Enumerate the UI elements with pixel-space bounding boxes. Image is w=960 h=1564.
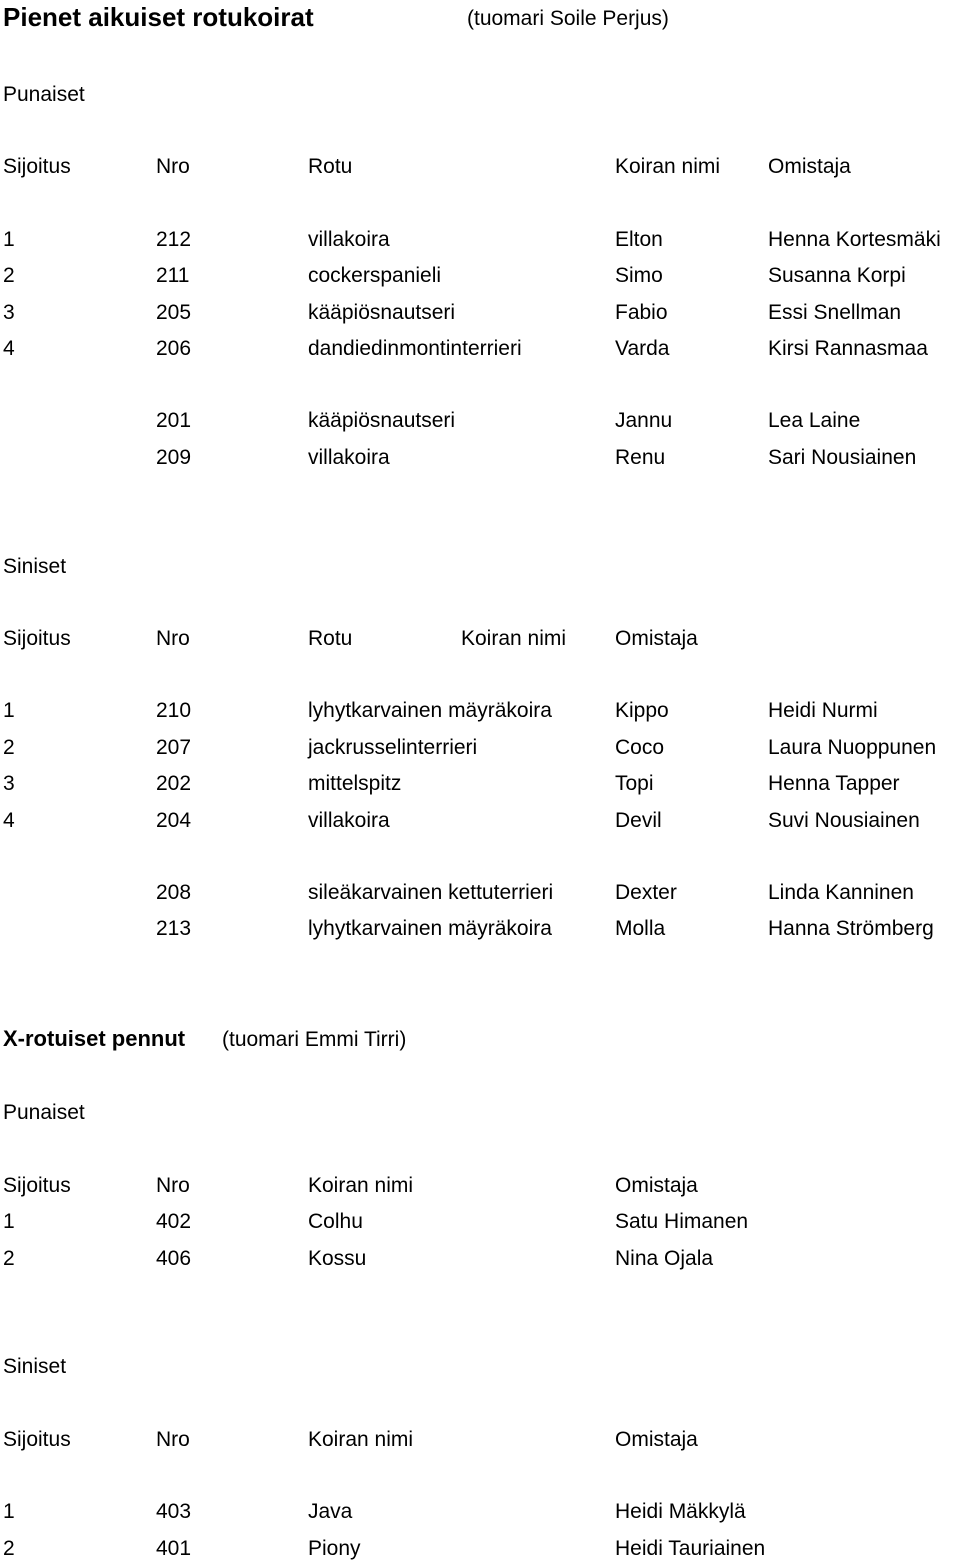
cell-number: 211 [156, 264, 190, 287]
cell-dog-name: Molla [615, 917, 666, 940]
cell-placement: 2 [3, 264, 15, 287]
section-title: Pienet aikuiset rotukoirat [3, 2, 314, 32]
group-label-red: Punaiset [3, 1101, 85, 1124]
cell-owner: Heidi Tauriainen [615, 1537, 766, 1560]
cell-number: 207 [156, 736, 192, 759]
cell-breed: villakoira [308, 809, 390, 832]
cell-dog-name: Colhu [308, 1210, 363, 1233]
cell-placement: 1 [3, 699, 15, 722]
cell-number: 206 [156, 337, 192, 360]
cell-breed: villakoira [308, 228, 390, 251]
cell-placement: 2 [3, 736, 15, 759]
header-placement: Sijoitus [3, 627, 71, 650]
cell-dog-name: Elton [615, 228, 663, 251]
header-owner: Omistaja [615, 1428, 698, 1451]
group-label-red: Punaiset [3, 83, 85, 106]
cell-owner: Satu Himanen [615, 1210, 749, 1233]
header-number: Nro [156, 1174, 190, 1197]
header-dog-name: Koiran nimi [308, 1428, 414, 1451]
cell-dog-name: Dexter [615, 881, 677, 904]
cell-dog-name: Simo [615, 264, 663, 287]
header-number: Nro [156, 1428, 190, 1451]
cell-placement: 2 [3, 1247, 15, 1270]
cell-number: 201 [156, 409, 192, 432]
header-number: Nro [156, 155, 190, 178]
cell-breed: mittelspitz [308, 772, 402, 795]
cell-number: 204 [156, 809, 192, 832]
cell-placement: 4 [3, 809, 15, 832]
cell-placement: 1 [3, 1500, 15, 1523]
cell-dog-name: Varda [615, 337, 670, 360]
group-label-blue: Siniset [3, 555, 67, 578]
header-dog-name: Koiran nimi [308, 1174, 414, 1197]
header-dog-name: Koiran nimi [615, 155, 721, 178]
cell-placement: 3 [3, 772, 15, 795]
group-label-blue: Siniset [3, 1355, 67, 1378]
cell-breed: kääpiösnautseri [308, 409, 456, 432]
cell-dog-name: Devil [615, 809, 662, 832]
header-owner: Omistaja [768, 155, 851, 178]
cell-owner: Heidi Mäkkylä [615, 1500, 746, 1523]
cell-dog-name: Renu [615, 446, 666, 469]
cell-owner: Lea Laine [768, 409, 861, 432]
cell-number: 205 [156, 301, 192, 324]
cell-placement: 3 [3, 301, 15, 324]
section-title: X-rotuiset pennut [3, 1026, 186, 1051]
cell-number: 212 [156, 228, 192, 251]
cell-placement: 1 [3, 1210, 15, 1233]
header-breed: Rotu [308, 627, 353, 650]
cell-dog-name: Piony [308, 1537, 361, 1560]
cell-dog-name: Java [308, 1500, 353, 1523]
cell-dog-name: Jannu [615, 409, 673, 432]
cell-number: 202 [156, 772, 192, 795]
cell-breed: lyhytkarvainen mäyräkoira [308, 699, 552, 722]
cell-dog-name: Fabio [615, 301, 668, 324]
cell-breed: villakoira [308, 446, 390, 469]
header-placement: Sijoitus [3, 1174, 71, 1197]
judge-note: (tuomari Emmi Tirri) [222, 1028, 407, 1051]
cell-breed: lyhytkarvainen mäyräkoira [308, 917, 552, 940]
header-placement: Sijoitus [3, 155, 71, 178]
cell-number: 209 [156, 446, 192, 469]
cell-breed: jackrusselinterrieri [308, 736, 478, 759]
cell-placement: 2 [3, 1537, 15, 1560]
cell-owner: Laura Nuoppunen [768, 736, 937, 759]
header-dog-name: Koiran nimi [461, 627, 567, 650]
cell-breed: dandiedinmontinterrieri [308, 337, 522, 360]
header-owner: Omistaja [615, 1174, 698, 1197]
cell-dog-name: Topi [615, 772, 654, 795]
judge-note: (tuomari Soile Perjus) [467, 7, 669, 30]
cell-owner: Henna Kortesmäki [768, 228, 941, 251]
cell-owner: Hanna Strömberg [768, 917, 934, 940]
cell-owner: Heidi Nurmi [768, 699, 878, 722]
cell-dog-name: Coco [615, 736, 665, 759]
cell-number: 402 [156, 1210, 192, 1233]
cell-number: 406 [156, 1247, 192, 1270]
header-breed: Rotu [308, 155, 353, 178]
cell-owner: Suvi Nousiainen [768, 809, 920, 832]
cell-number: 401 [156, 1537, 192, 1560]
cell-owner: Essi Snellman [768, 301, 902, 324]
cell-placement: 1 [3, 228, 15, 251]
cell-dog-name: Kossu [308, 1247, 367, 1270]
header-number: Nro [156, 627, 190, 650]
cell-owner: Kirsi Rannasmaa [768, 337, 928, 360]
cell-owner: Linda Kanninen [768, 881, 914, 904]
header-placement: Sijoitus [3, 1428, 71, 1451]
cell-number: 213 [156, 917, 192, 940]
header-owner: Omistaja [615, 627, 698, 650]
cell-owner: Susanna Korpi [768, 264, 906, 287]
cell-breed: sileäkarvainen kettuterrieri [308, 881, 554, 904]
cell-owner: Sari Nousiainen [768, 446, 917, 469]
cell-breed: cockerspanieli [308, 264, 442, 287]
cell-number: 210 [156, 699, 192, 722]
cell-dog-name: Kippo [615, 699, 669, 722]
cell-breed: kääpiösnautseri [308, 301, 456, 324]
cell-placement: 4 [3, 337, 15, 360]
cell-number: 208 [156, 881, 192, 904]
cell-owner: Henna Tapper [768, 772, 900, 795]
cell-number: 403 [156, 1500, 192, 1523]
cell-owner: Nina Ojala [615, 1247, 714, 1270]
